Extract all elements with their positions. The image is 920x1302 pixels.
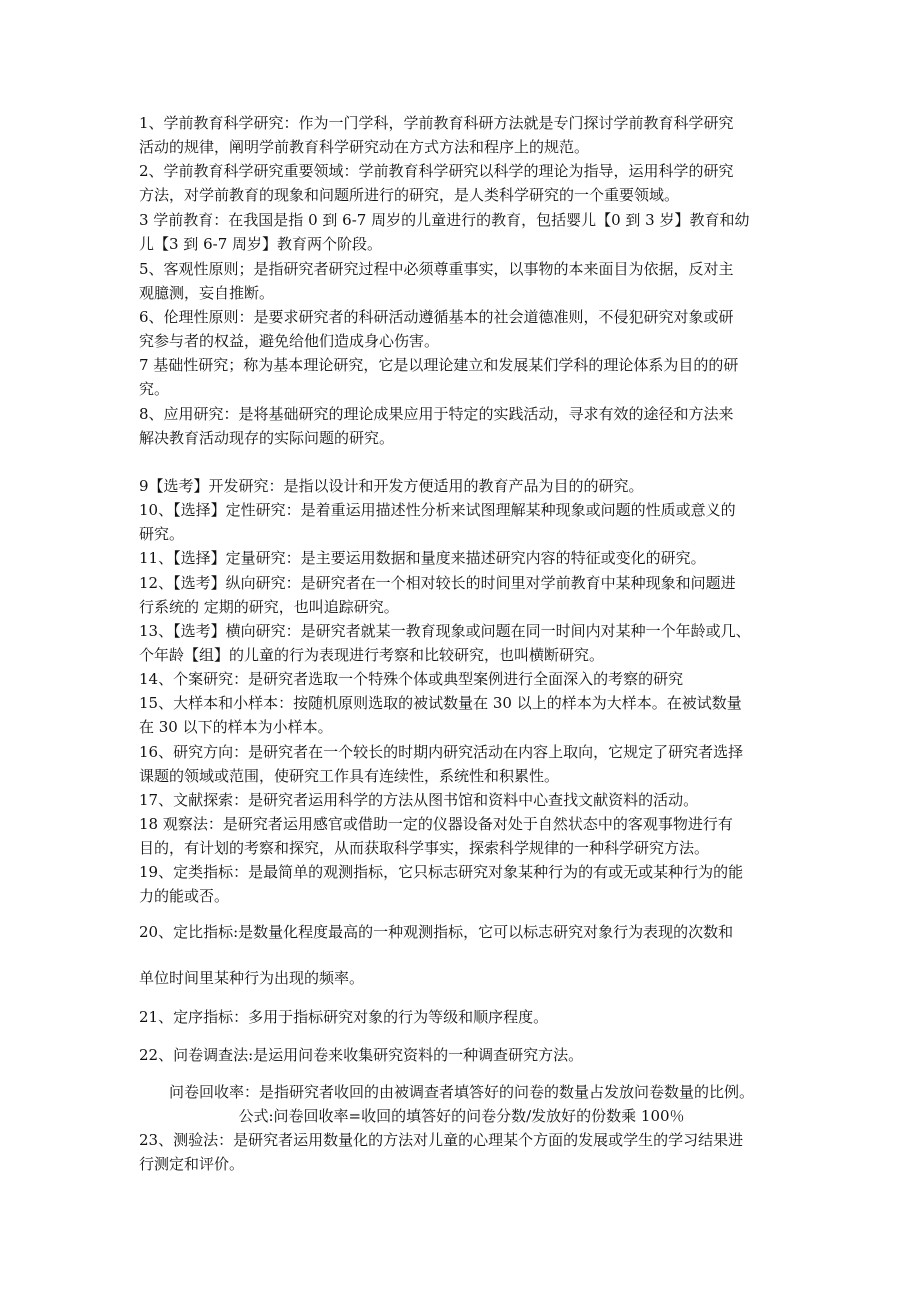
paragraph-20: 20、定比指标:是数量化程度最高的一种观测指标，它可以标志研究对象行为表现的次数和 [139,923,734,941]
paragraph-3: 3 学前教育：在我国是指 0 到 6-7 周岁的儿童进行的教育，包括婴儿【0 到 3 岁】教育和幼 儿【3 到 6-7 周岁】教育两个阶段。 [139,211,750,253]
paragraph-17: 17、文献探索：是研究者运用科学的方法从图书馆和资料中心查找文献资料的活动。 [139,791,699,809]
paragraph-5: 5、客观性原则；是指研究者研究过程中必须尊重事实，以事物的本来面目为依据，反对主 观臆测，妄自推断。 [139,260,734,302]
paragraph-7: 7 基础性研究；称为基本理论研究，它是以理论建立和发展某们学科的理论体系为目的的研 究。 [139,356,739,398]
paragraph-15: 15、大样本和小样本：按随机原则选取的被试数量在 30 以上的样本为大样本。在被试数量 在 30 以下的样本为小样本。 [139,694,742,736]
paragraph-14: 14、个案研究：是研究者选取一个特殊个体或典型案例进行全面深入的考察的研究 [139,670,684,688]
paragraph-6: 6、伦理性原则：是要求研究者的科研活动遵循基本的社会道德准则，不侵犯研究对象或研 究参与者的权益，避免给他们造成身心伤害。 [139,308,734,350]
paragraph-9: 9【选考】开发研究：是指以设计和开发方便适用的教育产品为目的的研究。 [139,477,644,495]
paragraph-21: 21、定序指标：多用于指标研究对象的行为等级和顺序程度。 [139,1008,549,1026]
paragraph-2: 2、学前教育科学研究重要领域：学前教育科学研究以科学的理论为指导，运用科学的研究 方法，对学前教育的现象和问题所进行的研究，是人类科学研究的一个重要领域。 [139,162,734,204]
paragraph-12: 12、【选考】纵向研究：是研究者在一个相对较长的时间里对学前教育中某种现象和问题进 行系统的 定期的研究，也叫追踪研究。 [139,574,736,616]
return-rate-formula: 公式:问卷回收率=收回的填答好的问卷分数/发放好的份数乘 100％ [238,1107,685,1125]
paragraph-10: 10、【选择】定性研究：是着重运用描述性分析来试图理解某种现象或问题的性质或意义的 研究。 [139,501,736,543]
return-rate-definition: 问卷回收率：是指研究者收回的由被调查者填答好的问卷的数量占发放问卷数量的比例。 [168,1083,754,1101]
paragraph-1: 1、学前教育科学研究：作为一门学科，学前教育科研方法就是专门探讨学前教育科学研究 活动的规律，阐明学前教育科学研究动在方式方法和程序上的规范。 [139,114,734,156]
paragraph-18: 18 观察法：是研究者运用感官或借助一定的仪器设备对处于自然状态中的客观事物进行有 目的，有计划的考察和探究，从而获取科学事实，探索科学规律的一种科学研究方法。 [139,815,733,857]
paragraph-16: 16、研究方向：是研究者在一个较长的时期内研究活动在内容上取向，它规定了研究者选择 课题的领域或范围，使研究工作具有连续性，系统性和积累性。 [139,743,744,785]
paragraph-8: 8、应用研究：是将基础研究的理论成果应用于特定的实践活动，寻求有效的途径和方法来 解决教育活动现存的实际问题的研究。 [139,405,734,447]
paragraph-19: 19、定类指标：是最简单的观测指标，它只标志研究对象某种行为的有或无或某种行为的能 力的能或否。 [139,863,744,905]
paragraph-11: 11、【选择】定量研究：是主要运用数据和量度来描述研究内容的特征或变化的研究。 [139,549,706,567]
paragraph-13: 13、【选考】横向研究：是研究者就某一教育现象或问题在同一时间内对某种一个年龄或几、 个年龄【组】的儿童的行为表现进行考察和比较研究，也叫横断研究。 [139,622,751,664]
paragraph-22: 22、问卷调查法:是运用问卷来收集研究资料的一种调查研究方法。 [139,1046,584,1064]
paragraph-23: 23、测验法：是研究者运用数量化的方法对儿童的心理某个方面的发展或学生的学习结果进 行测定和评价。 [139,1131,744,1173]
paragraph-20-continued: 单位时间里某种行为出现的频率。 [139,969,365,987]
